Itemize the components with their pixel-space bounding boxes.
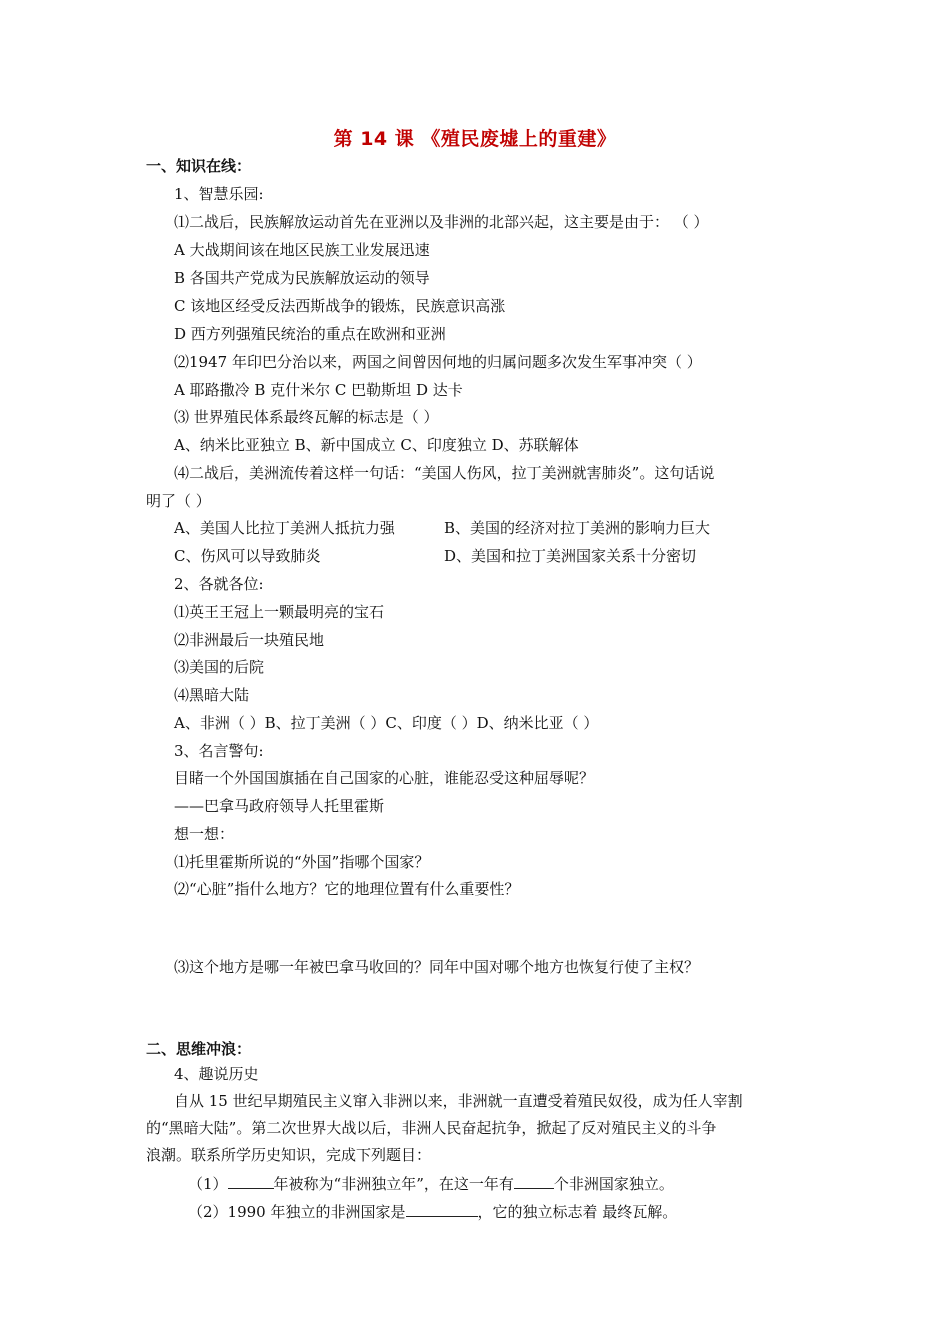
passage-line-2: 的“黑暗大陆”。第二次世界大战以后，非洲人民奋起抗争，掀起了反对殖民主义的斗争 <box>146 1119 717 1137</box>
question-2-options: A、非洲（ ）B、拉丁美洲（ ）C、印度（ ）D、纳米比亚（ ） <box>174 714 599 732</box>
passage-line-1: 自从 15 世纪早期殖民主义窜入非洲以来，非洲就一直遭受着殖民奴役，成为任人宰割 <box>174 1092 743 1110</box>
question-1-1-option-d: D 西方列强殖民统治的重点在欧洲和亚洲 <box>174 325 446 343</box>
question-2-item-2: ⑵非洲最后一块殖民地 <box>174 631 325 649</box>
fill-in-1-end-text: 个非洲国家独立。 <box>553 1175 674 1193</box>
section-heading-knowledge: 一、知识在线： <box>146 157 252 175</box>
question-1-heading: 1、智慧乐园: <box>174 185 264 203</box>
question-1-4-stem: ⑷二战后，美洲流传着这样一句话：“美国人伤风，拉丁美洲就害肺炎”。这句话说 <box>174 464 715 482</box>
answer-blank-count[interactable] <box>514 1173 554 1189</box>
fill-in-question-2 <box>188 1201 677 1222</box>
fill-in-2-start-text: （2）1990 年独立的非洲国家是 <box>188 1203 406 1221</box>
question-1-4-option-a: A、美国人比拉丁美洲人抵抗力强 <box>174 519 395 537</box>
question-2-heading: 2、各就各位: <box>174 575 264 593</box>
question-3-quote: 目睹一个外国国旗插在自己国家的心脏，谁能忍受这种屈辱呢？ <box>174 769 595 787</box>
passage-line-3: 浪潮。联系所学历史知识，完成下列题目： <box>146 1146 432 1164</box>
question-3-sub-3: ⑶这个地方是哪一年被巴拿马收回的？同年中国对哪个地方也恢复行使了主权？ <box>174 958 700 976</box>
question-1-4-stem-continued: 明了（ ） <box>146 492 211 510</box>
question-1-4-option-d: D、美国和拉丁美洲国家关系十分密切 <box>444 547 697 565</box>
question-3-quote-source: ——巴拿马政府领导人托里霍斯 <box>174 797 385 815</box>
question-1-3-stem: ⑶ 世界殖民体系最终瓦解的标志是（ ） <box>174 408 439 426</box>
question-2-item-1: ⑴英王王冠上一颗最明亮的宝石 <box>174 603 385 621</box>
question-1-1-option-c: C 该地区经受反法西斯战争的锻炼，民族意识高涨 <box>174 297 506 315</box>
question-3-sub-1: ⑴托里霍斯所说的“外国”指哪个国家？ <box>174 853 430 871</box>
question-1-4-option-b: B、美国的经济对拉丁美洲的影响力巨大 <box>444 519 711 537</box>
fill-in-1-number: （1） <box>188 1175 228 1193</box>
question-1-1-option-b: B 各国共产党成为民族解放运动的领导 <box>174 269 430 287</box>
question-1-4-option-c: C、伤风可以导致肺炎 <box>174 547 321 565</box>
fill-in-1-middle-text: 年被称为“非洲独立年”，在这一年有 <box>273 1175 514 1193</box>
fill-in-2-end-text: ，它的独立标志着 最终瓦解。 <box>477 1203 678 1221</box>
question-1-3-options: A、纳米比亚独立 B、新中国成立 C、印度独立 D、苏联解体 <box>174 436 579 454</box>
question-3-sub-2: ⑵“心脏”指什么地方？它的地理位置有什么重要性？ <box>174 880 520 898</box>
question-3-think-label: 想一想： <box>174 825 235 843</box>
question-2-item-4: ⑷黑暗大陆 <box>174 686 250 704</box>
question-3-heading: 3、名言警句: <box>174 742 264 760</box>
section-heading-thinking: 二、思维冲浪： <box>146 1040 252 1058</box>
question-1-2-options: A 耶路撒冷 B 克什米尔 C 巴勒斯坦 D 达卡 <box>174 381 463 399</box>
question-1-2-stem: ⑵1947 年印巴分治以来，两国之间曾因何地的归属问题多次发生军事冲突（ ） <box>174 353 702 371</box>
question-1-1-stem: ⑴二战后，民族解放运动首先在亚洲以及非洲的北部兴起，这主要是由于： （ ） <box>174 213 709 231</box>
page-title: 第 14 课 《殖民废墟上的重建》 <box>333 128 617 150</box>
question-4-heading: 4、趣说历史 <box>174 1065 259 1083</box>
question-2-item-3: ⑶美国的后院 <box>174 658 265 676</box>
fill-in-question-1 <box>188 1173 674 1194</box>
question-1-1-option-a: A 大战期间该在地区民族工业发展迅速 <box>174 241 430 259</box>
answer-blank-year[interactable] <box>228 1173 274 1189</box>
answer-blank-country[interactable] <box>406 1201 478 1217</box>
